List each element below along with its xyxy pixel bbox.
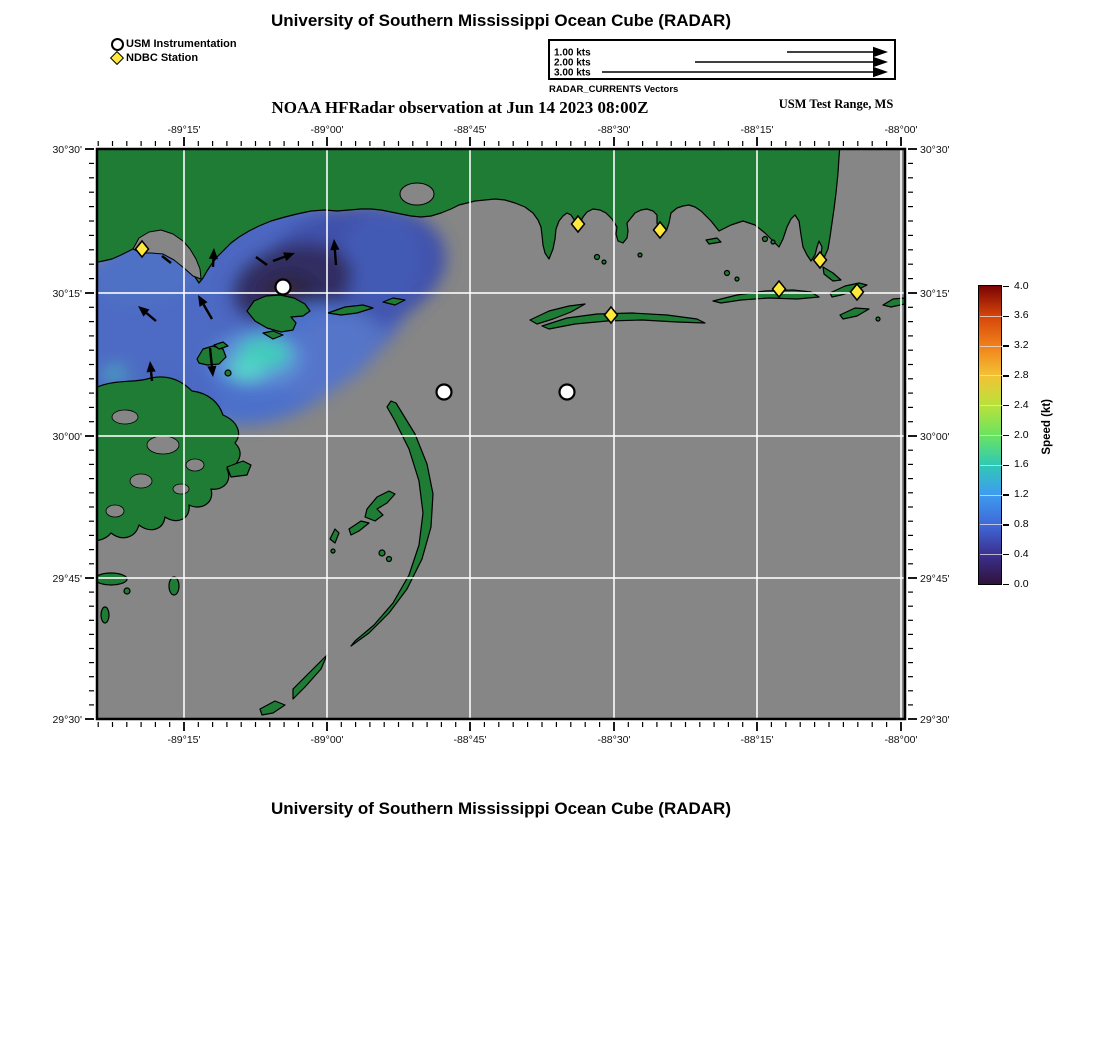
colorbar bbox=[978, 279, 1098, 590]
islet bbox=[331, 549, 335, 553]
islet bbox=[876, 317, 880, 321]
usm-station-marker bbox=[437, 385, 452, 400]
colorbar-gridline bbox=[980, 346, 1002, 347]
legend-label: USM Instrumentation bbox=[126, 38, 237, 50]
current-vector bbox=[151, 372, 152, 381]
marsh-pond bbox=[147, 436, 179, 454]
lon-label: -88°30' bbox=[597, 734, 631, 746]
colorbar-tick bbox=[1003, 584, 1009, 585]
colorbar-tick-label: 0.8 bbox=[1014, 517, 1029, 530]
colorbar-tick-label: 4.0 bbox=[1014, 279, 1029, 292]
colorbar-tick-label: 3.2 bbox=[1014, 339, 1029, 352]
colorbar-tick bbox=[1003, 465, 1009, 466]
lon-label: -88°15' bbox=[740, 124, 774, 136]
vector-scale-box bbox=[548, 39, 896, 80]
colorbar-tick bbox=[1003, 405, 1009, 406]
lon-label: -89°00' bbox=[310, 734, 344, 746]
lon-label: -88°45' bbox=[453, 124, 487, 136]
island bbox=[169, 577, 179, 595]
islet bbox=[595, 255, 600, 260]
usm-station-marker bbox=[560, 385, 575, 400]
lon-label: -88°00' bbox=[884, 734, 918, 746]
colorbar-tick-label: 2.8 bbox=[1014, 368, 1029, 381]
colorbar-tick bbox=[1003, 554, 1009, 555]
current-vector bbox=[335, 250, 336, 265]
scale-entry-label: 1.00 kts bbox=[554, 47, 591, 59]
region-label: USM Test Range, MS bbox=[778, 97, 894, 111]
colorbar-tick bbox=[1003, 286, 1009, 287]
page-title: University of Southern Mississippi Ocean Cube (RADAR) bbox=[270, 11, 731, 30]
colorbar-gridline bbox=[980, 495, 1002, 496]
colorbar-tick bbox=[1003, 375, 1009, 376]
colorbar-tick-label: 1.2 bbox=[1014, 488, 1029, 501]
lat-label: 30°30' bbox=[920, 144, 950, 156]
islet bbox=[638, 253, 642, 257]
legend-label: NDBC Station bbox=[126, 52, 199, 64]
colorbar-gridline bbox=[980, 375, 1002, 376]
colorbar-gridline bbox=[980, 554, 1002, 555]
colorbar-tick-label: 0.0 bbox=[1014, 577, 1029, 590]
lat-label: 29°30' bbox=[52, 714, 82, 726]
marsh-pond bbox=[106, 505, 124, 517]
colorbar-gridline bbox=[980, 465, 1002, 466]
lon-label: -89°15' bbox=[167, 124, 201, 136]
legend-item-usm bbox=[110, 37, 237, 51]
scale-arrow-head bbox=[873, 57, 888, 67]
lat-label: 30°30' bbox=[52, 144, 82, 156]
lat-label: 30°15' bbox=[920, 288, 950, 300]
marsh-pond bbox=[112, 410, 138, 424]
islet bbox=[735, 277, 739, 281]
islet bbox=[602, 260, 606, 264]
lat-label: 30°15' bbox=[52, 288, 82, 300]
scale-entry-label: 2.00 kts bbox=[554, 57, 591, 69]
lat-label: 29°45' bbox=[52, 573, 82, 585]
footer-title: University of Southern Mississippi Ocean Cube (RADAR) bbox=[270, 799, 731, 818]
lon-label: -89°00' bbox=[310, 124, 344, 136]
usm-circle-icon bbox=[110, 38, 124, 51]
usm-station-marker bbox=[276, 280, 291, 295]
marsh-pond bbox=[130, 474, 152, 488]
islet bbox=[387, 557, 392, 562]
islet bbox=[725, 271, 730, 276]
lon-label: -89°15' bbox=[167, 734, 201, 746]
vector-scale-canvas bbox=[550, 41, 894, 78]
lon-label: -88°00' bbox=[884, 124, 918, 136]
islet bbox=[124, 588, 130, 594]
colorbar-tick bbox=[1003, 524, 1009, 525]
lon-label: -88°30' bbox=[597, 124, 631, 136]
colorbar-tick bbox=[1003, 345, 1009, 346]
colorbar-tick bbox=[1003, 316, 1009, 317]
legend-item-ndbc bbox=[110, 51, 237, 65]
lon-label: -88°15' bbox=[740, 734, 774, 746]
map-legend bbox=[110, 37, 237, 65]
colorbar-tick bbox=[1003, 435, 1009, 436]
lat-label: 29°45' bbox=[920, 573, 950, 585]
colorbar-tick-label: 1.6 bbox=[1014, 458, 1029, 471]
lon-label: -88°45' bbox=[453, 734, 487, 746]
colorbar-gridline bbox=[980, 316, 1002, 317]
scale-entry-label: 3.00 kts bbox=[554, 67, 591, 78]
ndbc-diamond-icon bbox=[110, 53, 124, 63]
lat-label: 30°00' bbox=[920, 431, 950, 443]
inland-lake bbox=[400, 183, 434, 205]
colorbar-tick-label: 2.4 bbox=[1014, 398, 1029, 411]
colorbar-title: Speed (kt) bbox=[1041, 399, 1053, 455]
colorbar-gridline bbox=[980, 524, 1002, 525]
colorbar-tick-label: 0.4 bbox=[1014, 547, 1029, 560]
lat-label: 30°00' bbox=[52, 431, 82, 443]
marsh-pond bbox=[186, 459, 204, 471]
vector-scale-caption: RADAR_CURRENTS Vectors bbox=[549, 84, 679, 95]
island bbox=[101, 607, 109, 623]
islet bbox=[379, 550, 385, 556]
colorbar-tick-label: 2.0 bbox=[1014, 428, 1029, 441]
lat-label: 29°30' bbox=[920, 714, 950, 726]
islet bbox=[771, 240, 775, 244]
marsh-pond bbox=[173, 484, 189, 494]
islet bbox=[763, 237, 768, 242]
scale-arrow-head bbox=[873, 67, 888, 77]
colorbar-tick bbox=[1003, 494, 1009, 495]
colorbar-gridline bbox=[980, 405, 1002, 406]
observation-subtitle: NOAA HFRadar observation at Jun 14 2023 08:00Z bbox=[271, 98, 649, 117]
islet bbox=[225, 370, 231, 376]
colorbar-gridline bbox=[980, 435, 1002, 436]
scale-arrow-head bbox=[873, 47, 888, 57]
colorbar-tick-label: 3.6 bbox=[1014, 309, 1029, 322]
